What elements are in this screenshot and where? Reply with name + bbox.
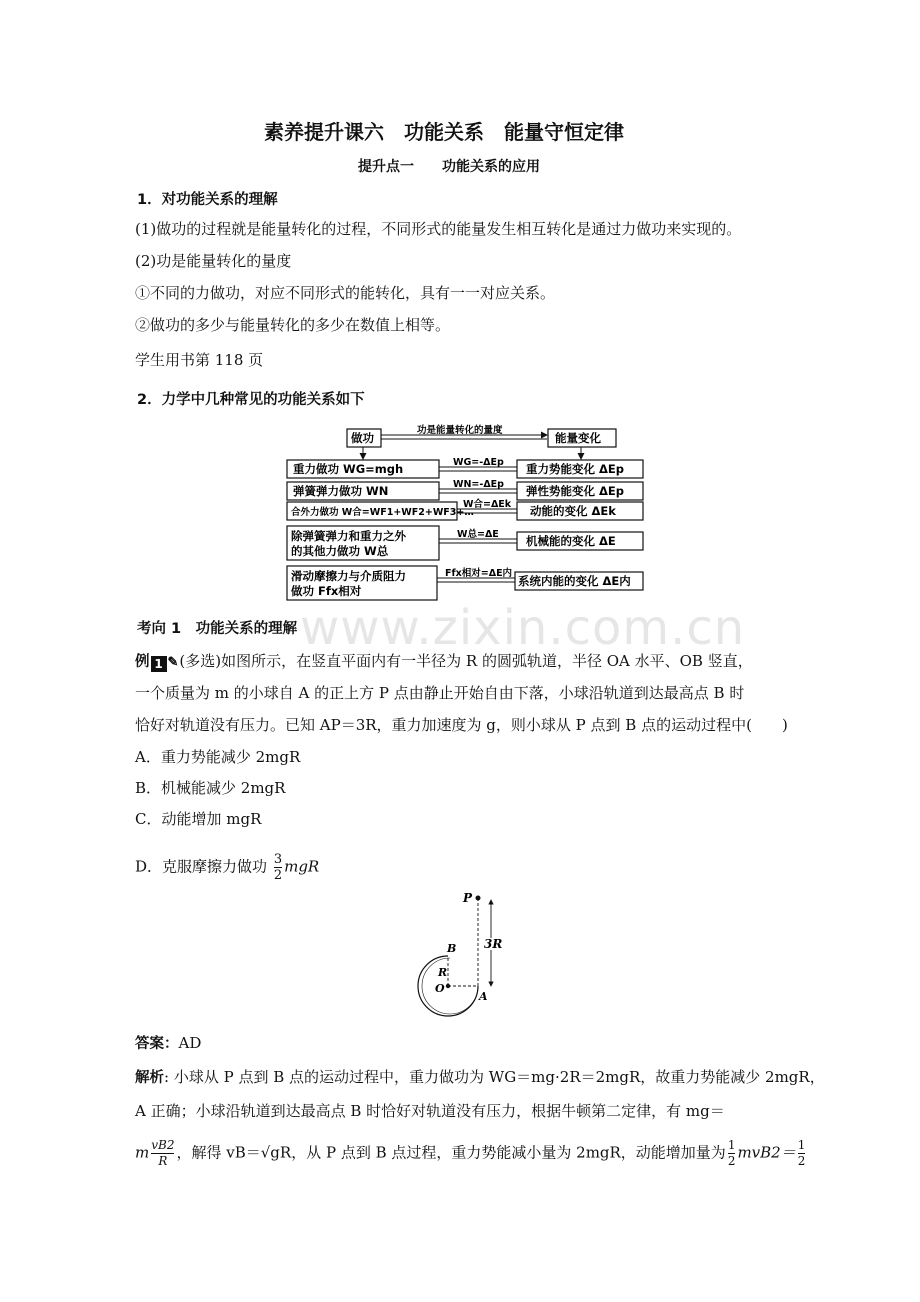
option-a: A．重力势能减少 2mgR: [135, 748, 301, 766]
row-5-arrow: Ffx相对=ΔE内: [445, 568, 513, 579]
point-p: [476, 896, 481, 901]
section-1-paragraph-2: (2)功是能量转化的量度: [135, 252, 292, 270]
example-line-3: 恰好对轨道没有压力。已知 AP＝3R，重力加速度为 g，则小球从 P 点到 B 点的运动过程中( ): [135, 716, 788, 734]
analysis-text-1: : 小球从 P 点到 B 点的运动过程中，重力做功为 WG＝mg·2R＝2mgR，故重力势能减少 2mgR，: [164, 1068, 825, 1086]
right-header-label: 能量变化: [555, 431, 601, 445]
top-arrow-label: 功是能量转化的量度: [417, 425, 503, 436]
analysis-fraction-1-den: R: [158, 1154, 168, 1168]
answer-label: 答案：: [135, 1036, 179, 1052]
label-a: A: [479, 990, 488, 1003]
leaf-icon: ✎: [167, 655, 179, 670]
example-text-1: (多选)如图所示，在竖直平面内有一半径为 R 的圆弧轨道，半径 OA 水平、OB 竖直，: [179, 652, 753, 670]
work-energy-diagram: [285, 422, 645, 604]
label-r: R: [438, 966, 448, 979]
section-1-paragraph-1: (1)做功的过程就是能量转化的过程，不同形式的能量发生相互转化是通过力做功来实现的。: [135, 220, 742, 238]
analysis-fraction-1-num: vB2: [151, 1138, 175, 1152]
row-4-left-line-2: 的其他力做功 W总: [291, 544, 389, 558]
option-d-text: D．克服摩擦力做功: [135, 857, 268, 876]
analysis-line-3: [135, 1138, 807, 1169]
section-1-paragraph-3: ①不同的力做功，对应不同形式的能转化，具有一一对应关系。: [135, 284, 556, 302]
row-3-right: 动能的变化 ΔEk: [530, 504, 616, 518]
analysis-fraction-2: [728, 1138, 736, 1169]
analysis-fraction-3: [798, 1138, 806, 1169]
analysis-line-1: [135, 1066, 825, 1087]
option-d-fraction: [274, 852, 282, 883]
example-number-badge: 1: [151, 656, 167, 672]
analysis-fraction-1: [151, 1138, 174, 1169]
row-4-left-line-1: 除弹簧弹力和重力之外: [291, 529, 406, 543]
analysis-label: 解析: [135, 1070, 164, 1086]
row-3-arrow: W合=ΔEk: [463, 499, 512, 510]
option-d-fraction-num: 3: [273, 852, 283, 867]
option-d-tail: mgR: [284, 857, 320, 876]
row-2-arrow: WN=-ΔEp: [453, 479, 504, 490]
option-d-fraction-den: 2: [273, 868, 283, 883]
label-p: P: [463, 891, 473, 905]
watermark: www.zixin.com.cn: [300, 600, 746, 656]
row-1-right: 重力势能变化 ΔEp: [526, 462, 624, 476]
page-title: 素养提升课六 功能关系 能量守恒定律: [264, 120, 624, 144]
option-c: C．动能增加 mgR: [135, 810, 262, 828]
example-label: 例: [135, 654, 150, 670]
option-d: [135, 852, 319, 883]
row-4-right: 机械能的变化 ΔE: [526, 534, 616, 548]
option-b: B．机械能减少 2mgR: [135, 779, 286, 797]
section-2-heading: 2．力学中几种常见的功能关系如下: [137, 392, 365, 408]
example-line-1: [135, 650, 753, 672]
analysis-fraction-3-num: 1: [797, 1138, 806, 1152]
three-r-label: 3R: [484, 937, 503, 951]
analysis-m: m: [135, 1143, 150, 1162]
row-5-left-line-1: 滑动摩擦力与介质阻力: [291, 569, 406, 583]
answer-value: AD: [178, 1034, 202, 1052]
analysis-line-2: A 正确；小球沿轨道到达最高点 B 时恰好对轨道没有压力，根据牛顿第二定律，有 mg＝: [135, 1102, 725, 1120]
row-1-arrow: WG=-ΔEp: [453, 457, 504, 468]
point-o: [446, 984, 450, 988]
label-o: O: [435, 982, 445, 995]
page-subtitle: 提升点一 功能关系的应用: [358, 159, 540, 175]
answer-line: [135, 1032, 201, 1053]
row-2-right: 弹性势能变化 ΔEp: [526, 484, 624, 498]
example-line-2: 一个质量为 m 的小球自 A 的正上方 P 点由静止开始自由下落，小球沿轨道到达最高点 B 时: [135, 684, 745, 702]
analysis-text-3: ，解得 vB＝√gR，从 P 点到 B 点过程，重力势能减小量为 2mgR，动能增加量为: [176, 1143, 726, 1162]
analysis-tail: mvB2＝: [737, 1143, 796, 1162]
analysis-fraction-2-num: 1: [727, 1138, 736, 1152]
row-2-left: 弹簧弹力做功 WN: [293, 484, 389, 498]
row-5-left-line-2: 做功 Ffx相对: [291, 584, 362, 598]
row-5-right: 系统内能的变化 ΔE内: [518, 574, 631, 588]
analysis-fraction-2-den: 2: [727, 1154, 736, 1168]
row-1-left: 重力做功 WG=mgh: [293, 462, 404, 476]
circular-track-figure: [405, 888, 515, 1018]
row-4-arrow: W总=ΔE: [457, 529, 499, 540]
book-page-note: 学生用书第 118 页: [135, 351, 264, 369]
kaoxiang-heading: 考向 1 功能关系的理解: [137, 621, 298, 637]
label-b: B: [447, 942, 457, 955]
left-header-label: 做功: [351, 431, 374, 445]
section-1-paragraph-4: ②做功的多少与能量转化的多少在数值上相等。: [135, 316, 451, 334]
analysis-fraction-3-den: 2: [797, 1154, 806, 1168]
section-1-heading: 1．对功能关系的理解: [137, 192, 278, 208]
row-3-left: 合外力做功 W合=WF1+WF2+WF3+…: [291, 507, 474, 518]
